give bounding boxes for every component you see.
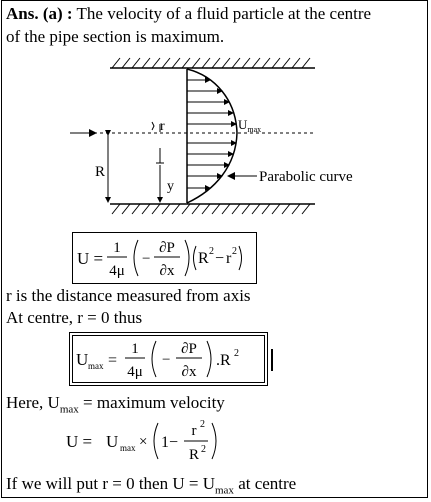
svg-text:=: =	[108, 352, 118, 369]
answer-line-1	[6, 4, 371, 24]
svg-text:×: ×	[139, 434, 148, 450]
svg-text:.R: .R	[216, 352, 231, 369]
svg-text:2: 2	[232, 246, 237, 257]
svg-text:U: U	[106, 432, 119, 451]
svg-text:4μ: 4μ	[127, 364, 143, 380]
svg-text:∂x: ∂x	[181, 364, 197, 380]
y-label: y	[167, 179, 174, 194]
here-text: Here, $U_{max}$ = maximum velocity	[6, 393, 225, 416]
parabolic-curve-label: Parabolic curve	[259, 169, 353, 185]
svg-text:−: −	[142, 251, 151, 267]
svg-text:U =: U =	[66, 432, 93, 451]
text-cursor	[271, 349, 273, 371]
answer-label: Ans. (a) :	[6, 4, 73, 23]
svg-text:1−: 1−	[161, 434, 179, 451]
svg-text:∂P: ∂P	[159, 240, 175, 256]
svg-text:r: r	[226, 250, 232, 267]
svg-text:−: −	[162, 352, 171, 368]
svg-text:2: 2	[209, 246, 214, 257]
parabolic-curve	[187, 69, 237, 203]
svg-text:U =: U =	[77, 249, 104, 268]
radius-label: R	[95, 164, 106, 180]
answer-text-1: The velocity of a fluid particle at the centre	[76, 4, 372, 23]
svg-text:1: 1	[113, 240, 121, 256]
svg-text:1: 1	[131, 341, 139, 357]
svg-text:4μ: 4μ	[109, 263, 125, 279]
svg-text:2: 2	[234, 348, 239, 359]
svg-text:U: U	[76, 350, 89, 369]
velocity-profile-figure	[60, 50, 380, 220]
equation-2	[72, 335, 265, 383]
svg-text:R: R	[188, 447, 200, 463]
svg-text:∂P: ∂P	[181, 341, 197, 357]
velocity-arrows	[187, 80, 236, 188]
final-text: If we will put r = 0 then $U = U_{max}$ at centre	[6, 474, 297, 497]
at-centre-text: At centre, r = 0 thus	[6, 308, 143, 327]
svg-text:2: 2	[200, 419, 205, 430]
svg-text:2: 2	[201, 444, 206, 455]
equation-1	[72, 232, 257, 284]
r-dimension	[152, 122, 164, 202]
svg-text:−: −	[215, 250, 225, 267]
r-label: r	[160, 119, 165, 134]
equation-3	[60, 415, 230, 467]
r-distance-text: r is the distance measured from axis	[6, 286, 251, 305]
umax-label: $U_{max}$	[238, 117, 262, 134]
svg-text:max: max	[120, 443, 136, 453]
svg-text:∂x: ∂x	[159, 263, 175, 279]
pipe-wall-top	[110, 58, 315, 68]
svg-text:r: r	[191, 423, 197, 439]
svg-text:R: R	[198, 250, 209, 267]
answer-line-2: of the pipe section is maximum.	[6, 27, 225, 46]
svg-text:max: max	[88, 361, 104, 371]
pipe-wall-bottom	[110, 204, 315, 214]
